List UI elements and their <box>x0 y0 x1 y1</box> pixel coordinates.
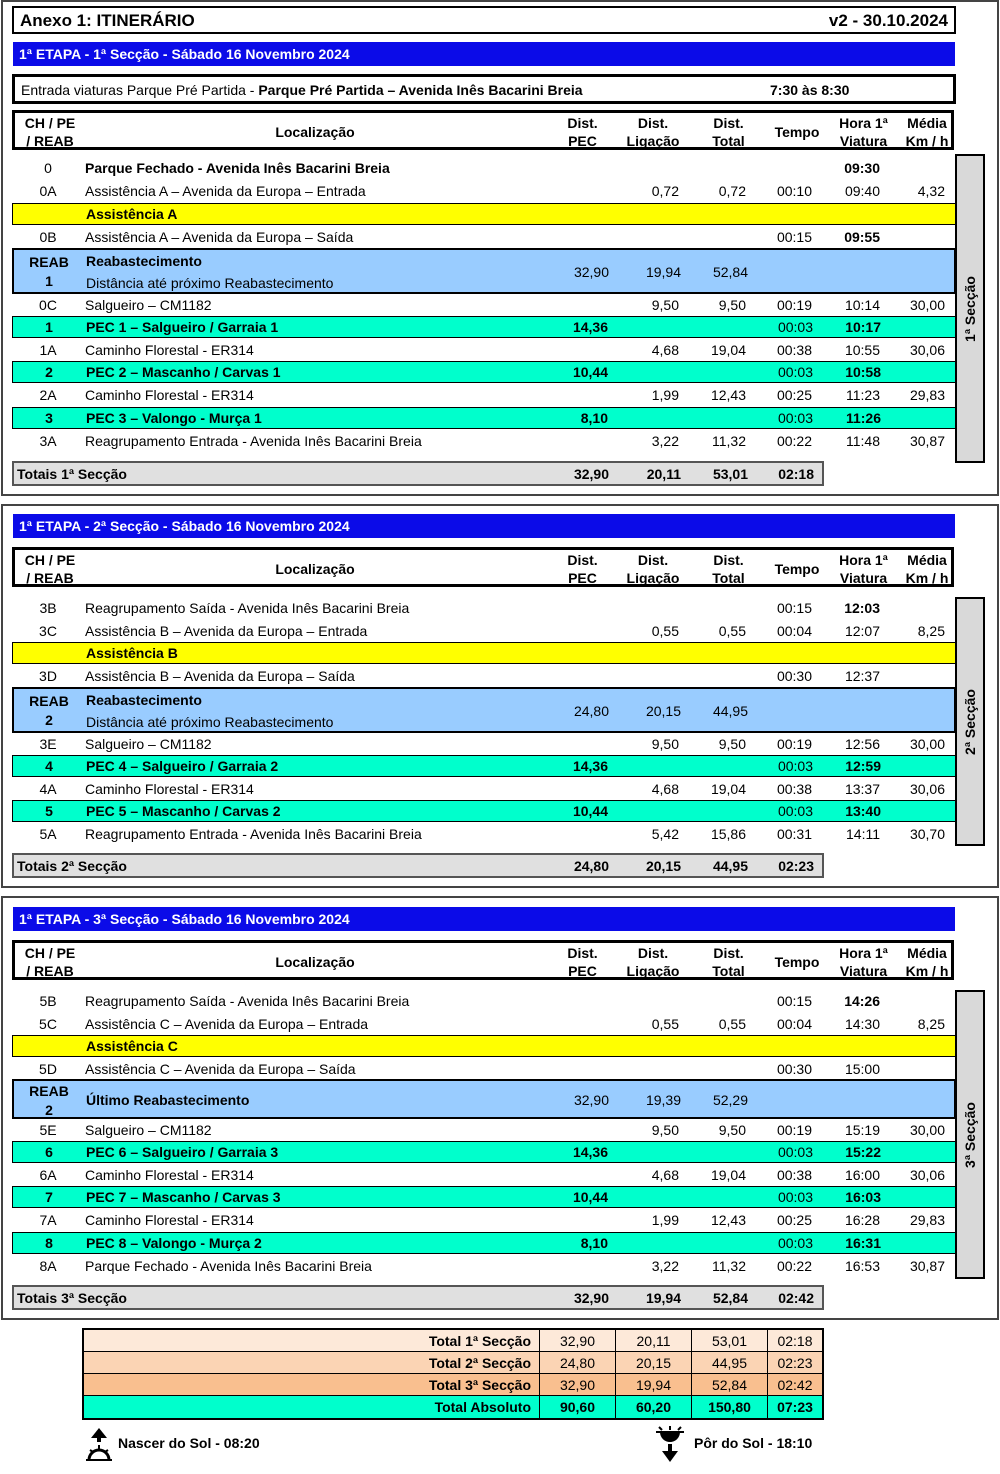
table-row: 3C Assistência B – Avenida da Europa – Entrada 0,55 0,55 00:04 12:07 8,25 <box>39 623 945 639</box>
table-row: 5E Salgueiro – CM1182 9,50 9,50 00:19 15:19 30,00 <box>39 1122 945 1138</box>
assistance-row: Assistência B <box>12 642 956 664</box>
column-header <box>12 110 954 150</box>
summary-row-total: Total Absoluto 90,60 60,20 150,80 07:23 <box>84 1396 822 1418</box>
sunrise-text: Nascer do Sol - 08:20 <box>118 1435 260 1451</box>
col-dist-total: Dist. Total <box>712 115 745 149</box>
section-2-totals: Totais 2ª Secção 24,80 20,15 44,95 02:23 <box>12 853 824 878</box>
table-row: 0A Assistência A – Avenida da Europa – Entrada 0,72 0,72 00:10 09:40 4,32 <box>39 183 945 199</box>
table-row: 5A Reagrupamento Entrada - Avenida Inês Bacarini Breia 5,42 15,86 00:31 14:11 30,70 <box>39 826 945 842</box>
table-row: 0C Salgueiro – CM1182 9,50 9,50 00:19 10:14 30,00 <box>39 297 945 313</box>
table-row: 3A Reagrupamento Entrada - Avenida Inês Bacarini Breia 3,22 11,32 00:22 11:48 30,87 <box>39 433 945 449</box>
sunset <box>656 1426 856 1466</box>
col-tempo: Tempo <box>774 124 820 140</box>
pec-row: 6 PEC 6 – Salgueiro / Garraia 3 14,36 00:03 15:22 <box>12 1141 956 1163</box>
section-2-title: 1ª ETAPA - 2ª Secção - Sábado 16 Novembro 2024 <box>13 514 955 538</box>
table-row: 7A Caminho Florestal - ER314 1,99 12,43 00:25 16:28 29,83 <box>39 1212 945 1228</box>
table-row: 5B Reagrupamento Saída - Avenida Inês Bacarini Breia 00:15 14:26 <box>39 993 880 1009</box>
col-localizacao: Localização <box>275 124 355 140</box>
sunset-text: Pôr do Sol - 18:10 <box>694 1435 813 1451</box>
col-dist-pec: Dist. PEC <box>567 115 598 149</box>
col-media: Média Km / h <box>905 115 949 149</box>
table-row: 5D Assistência C – Avenida da Europa – Saída 00:30 15:00 <box>39 1061 880 1077</box>
pec-row: 5 PEC 5 – Mascanho / Carvas 2 10,44 00:03 13:40 <box>12 800 956 822</box>
reab-row: REAB 1 Reabastecimento Distância até próximo Reabastecimento 32,90 19,94 52,84 <box>12 248 956 294</box>
pec-row: 8 PEC 8 – Valongo - Murça 2 8,10 00:03 16:31 <box>12 1232 956 1254</box>
summary-row-1: Total 1ª Secção 32,90 20,11 53,01 02:18 <box>84 1330 822 1352</box>
entry-text: Entrada viaturas Parque Pré Partida - <box>21 82 259 98</box>
pec-row: 3 PEC 3 – Valongo - Murça 1 8,10 00:03 11:26 <box>12 407 956 429</box>
section-1-tab: 1ª Secção <box>955 154 985 463</box>
summary-table <box>82 1328 824 1420</box>
table-row: 4A Caminho Florestal - ER314 4,68 19,04 00:38 13:37 30,06 <box>39 781 945 797</box>
table-row: 3D Assistência B – Avenida da Europa – Saída 00:30 12:37 <box>39 668 880 684</box>
column-header: CH / PE / REAB Localização Dist. PEC Dist. Ligação Dist. Total Tempo Hora 1ª Viatura Média Km / h <box>12 547 954 587</box>
pec-row: 2 PEC 2 – Mascanho / Carvas 1 10,44 00:03 10:58 <box>12 361 956 383</box>
column-header: CH / PE / REAB Localização Dist. PEC Dist. Ligação Dist. Total Tempo Hora 1ª Viatura Média Km / h <box>12 940 954 980</box>
table-row: 3E Salgueiro – CM1182 9,50 9,50 00:19 12:56 30,00 <box>39 736 945 752</box>
sunset-icon <box>656 1426 684 1464</box>
table-row: 2A Caminho Florestal - ER314 1,99 12,43 00:25 11:23 29,83 <box>39 387 945 403</box>
section-1-title: 1ª ETAPA - 1ª Secção - Sábado 16 Novembro 2024 <box>13 42 955 66</box>
table-row: 0 Parque Fechado - Avenida Inês Bacarini Breia 09:30 <box>44 160 880 176</box>
assistance-row: Assistência A <box>12 203 956 225</box>
entry-location: Parque Pré Partida – Avenida Inês Bacarini Breia <box>258 82 583 98</box>
reab-row: REAB 2 Reabastecimento Distância até próximo Reabastecimento 24,80 20,15 44,95 <box>12 687 956 733</box>
col-ch: CH / PE / REAB <box>24 115 76 149</box>
table-row: 1A Caminho Florestal - ER314 4,68 19,04 00:38 10:55 30,06 <box>39 342 945 358</box>
pec-row: 7 PEC 7 – Mascanho / Carvas 3 10,44 00:03 16:03 <box>12 1186 956 1208</box>
section-2-tab: 2ª Secção <box>955 597 985 846</box>
table-row: 0B Assistência A – Avenida da Europa – Saída 00:15 09:55 <box>39 229 880 245</box>
summary-row-3: Total 3ª Secção 32,90 19,94 52,84 02:42 <box>84 1374 822 1396</box>
summary-row-2: Total 2ª Secção 24,80 20,15 44,95 02:23 <box>84 1352 822 1374</box>
reab-row: REAB 2 Último Reabastecimento 32,90 19,39 52,29 <box>12 1079 956 1119</box>
table-row: 3B Reagrupamento Saída - Avenida Inês Bacarini Breia 00:15 12:03 <box>39 600 880 616</box>
section-1-totals: Totais 1ª Secção 32,90 20,11 53,01 02:18 <box>12 461 824 486</box>
section-3-title: 1ª ETAPA - 3ª Secção - Sábado 16 Novembro 2024 <box>13 907 955 931</box>
section-3-totals: Totais 3ª Secção 32,90 19,94 52,84 02:42 <box>12 1285 824 1310</box>
entry-time: 7:30 às 8:30 <box>770 82 850 98</box>
assistance-row: Assistência C <box>12 1035 956 1057</box>
entry-box <box>12 74 956 104</box>
sunrise <box>86 1426 346 1466</box>
col-dist-ligacao: Dist. Ligação <box>626 115 680 149</box>
sunrise-icon <box>86 1426 112 1462</box>
table-row: 6A Caminho Florestal - ER314 4,68 19,04 00:38 16:00 30,06 <box>39 1167 945 1183</box>
version-date: v2 - 30.10.2024 <box>828 11 948 30</box>
page-title: Anexo 1: ITINERÁRIO <box>20 11 195 30</box>
col-hora: Hora 1ª Viatura <box>839 115 888 149</box>
table-row: 8A Parque Fechado - Avenida Inês Bacarini Breia 3,22 11,32 00:22 16:53 30,87 <box>39 1258 945 1274</box>
pec-row: 1 PEC 1 – Salgueiro / Garraia 1 14,36 00:03 10:17 <box>12 316 956 338</box>
pec-row: 4 PEC 4 – Salgueiro / Garraia 2 14,36 00:03 12:59 <box>12 755 956 777</box>
section-3-tab: 3ª Secção <box>955 990 985 1279</box>
table-row: 5C Assistência C – Avenida da Europa – Entrada 0,55 0,55 00:04 14:30 8,25 <box>39 1016 945 1032</box>
